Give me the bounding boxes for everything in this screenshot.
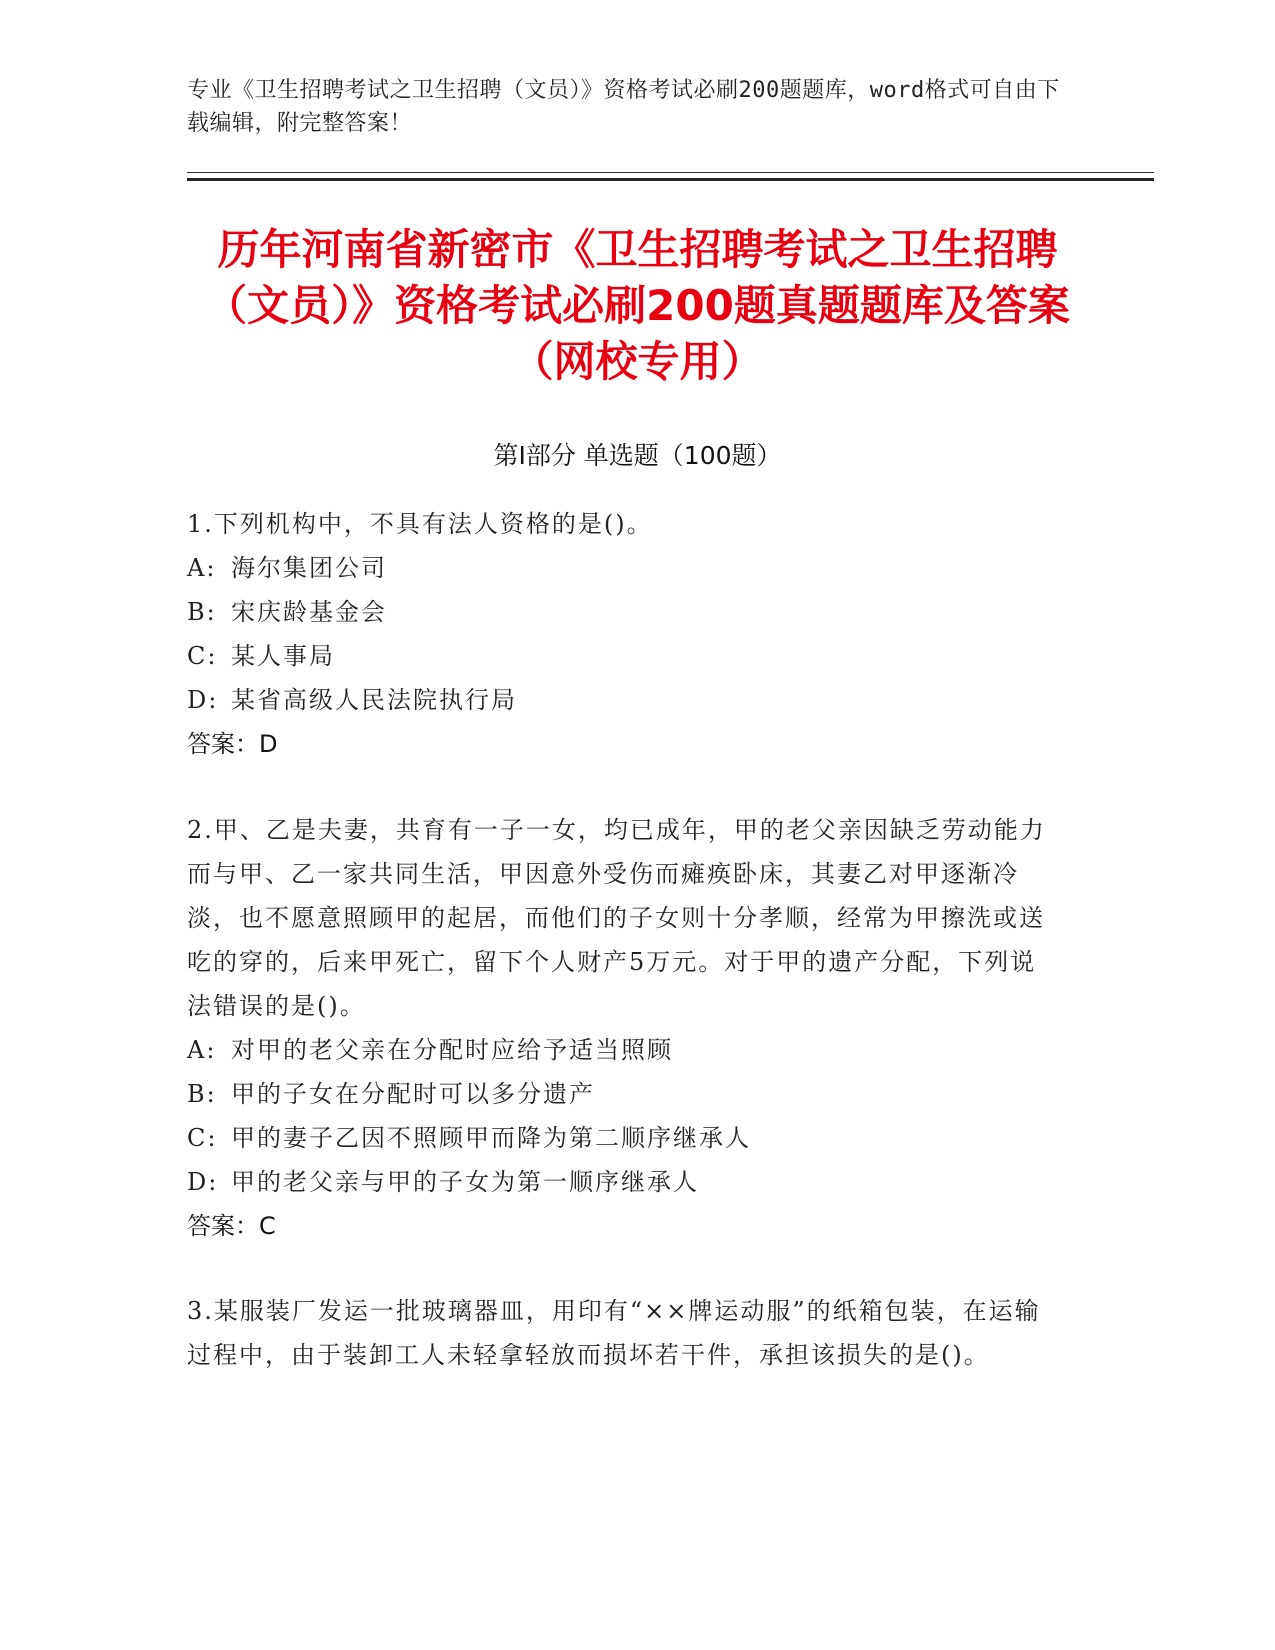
option-key: B: (187, 1080, 217, 1108)
header-note: 专业《卫生招聘考试之卫生招聘（文员）》资格考试必刷200题题库，word格式可自由下载编辑，附完整答案！ (187, 78, 1060, 136)
option-text: 海尔集团公司 (231, 554, 387, 582)
header-divider-thick (187, 178, 1154, 181)
option-key: B: (187, 598, 217, 626)
option-b (187, 590, 1057, 634)
option-d (187, 678, 1057, 722)
option-text: 某人事局 (231, 642, 335, 670)
option-key: D: (187, 686, 219, 714)
question-stem: 2.甲、乙是夫妻，共育有一子一女，均已成年，甲的老父亲因缺乏劳动能力而与甲、乙一家共同生活，甲因意外受伤而瘫痪卧床，其妻乙对甲逐渐冷淡，也不愿意照顾甲的起居，而他们的子女则十分孝顺，经常为甲擦洗或送吃的穿的，后来甲死亡，留下个人财产5万元。对于甲的遗产分配，下列说法错误的是()。 (187, 816, 1046, 1020)
option-c (187, 1116, 1057, 1160)
question-3 (187, 1289, 1057, 1377)
answer: 答案：D (187, 730, 278, 758)
question-1 (187, 502, 1057, 766)
option-a (187, 546, 1057, 590)
option-key: C: (187, 1124, 218, 1152)
option-a (187, 1028, 1057, 1072)
option-b (187, 1072, 1057, 1116)
option-text: 对甲的老父亲在分配时应给予适当照顾 (231, 1036, 673, 1064)
option-text: 甲的老父亲与甲的子女为第一顺序继承人 (231, 1168, 699, 1196)
answer: 答案：C (187, 1212, 276, 1240)
question-2 (187, 808, 1057, 1248)
option-d (187, 1160, 1057, 1204)
option-key: D: (187, 1168, 219, 1196)
option-c (187, 634, 1057, 678)
option-text: 甲的妻子乙因不照顾甲而降为第二顺序继承人 (231, 1124, 751, 1152)
option-text: 某省高级人民法院执行局 (231, 686, 517, 714)
option-text: 甲的子女在分配时可以多分遗产 (231, 1080, 595, 1108)
section-heading: 第Ⅰ部分 单选题（100题） (493, 441, 782, 470)
question-stem: 3.某服装厂发运一批玻璃器皿，用印有“××牌运动服”的纸箱包装，在运输过程中，由于装卸工人未轻拿轻放而损坏若干件，承担该损失的是()。 (187, 1297, 1041, 1369)
option-key: A: (187, 554, 217, 582)
question-stem: 1.下列机构中，不具有法人资格的是()。 (187, 510, 653, 538)
option-key: C: (187, 642, 218, 670)
option-key: A: (187, 1036, 217, 1064)
header-divider-thin (187, 172, 1154, 173)
option-text: 宋庆龄基金会 (231, 598, 387, 626)
document-title: 历年河南省新密市《卫生招聘考试之卫生招聘（文员）》资格考试必刷200题真题题库及答案（网校专用） (205, 225, 1070, 386)
